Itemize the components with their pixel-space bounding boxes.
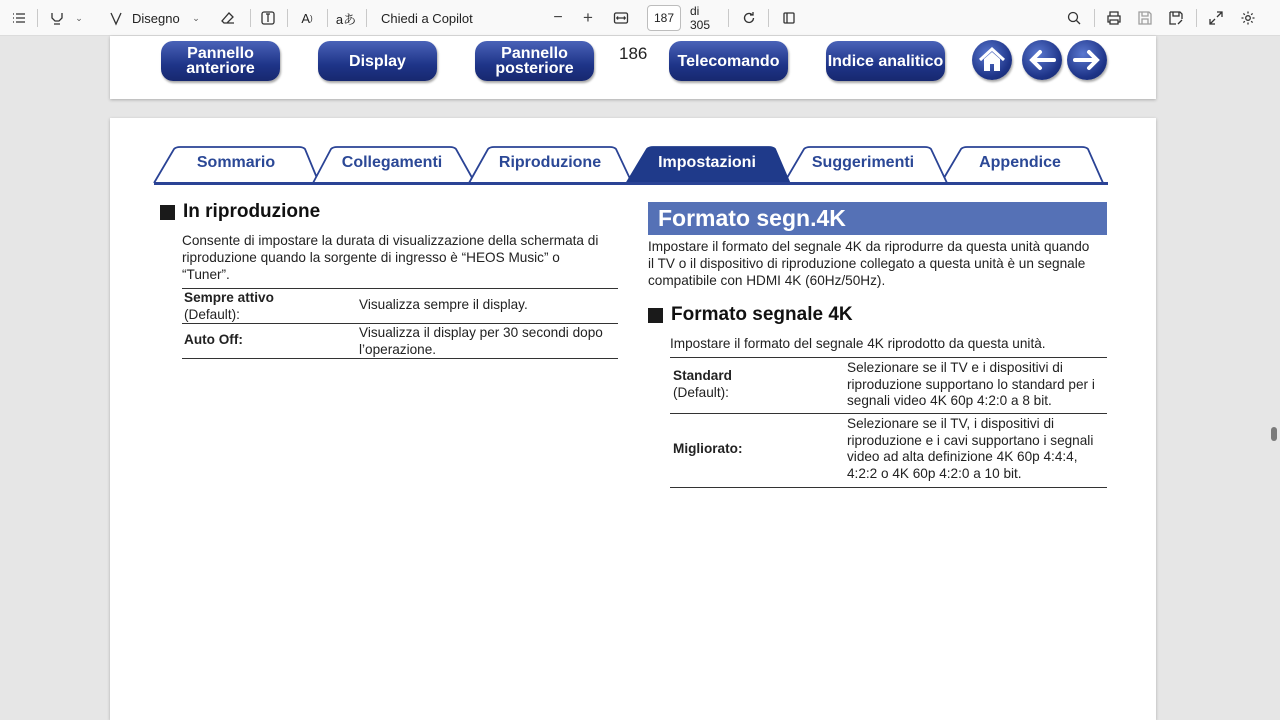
tab-impostazioni[interactable]: Impostazioni [658, 154, 756, 171]
highlight-icon[interactable] [46, 0, 68, 36]
remote-button[interactable]: Telecomando [669, 41, 788, 81]
tab-sommario[interactable]: Sommario [196, 154, 276, 171]
draw-label[interactable]: Disegno [132, 10, 180, 26]
fit-width-icon[interactable] [610, 0, 632, 36]
option-name-text: Standard [673, 368, 732, 383]
section-tabs [110, 118, 1156, 188]
bullet-square-icon [160, 205, 175, 220]
front-panel-line1: Pannello [187, 45, 254, 62]
heading-text: In riproduzione [183, 201, 321, 222]
option-sub-text: (Default): [673, 384, 729, 400]
page-number-input[interactable] [647, 5, 681, 31]
text-line: riproduzione supportano lo standard per i [847, 376, 1095, 392]
display-button[interactable]: Display [318, 41, 437, 81]
tabs-underline [154, 182, 1108, 185]
text-box-icon[interactable] [257, 0, 279, 36]
separator [37, 9, 38, 27]
option-name-text: Auto Off: [184, 332, 243, 347]
print-icon[interactable] [1103, 0, 1125, 36]
right-intro [648, 238, 1089, 289]
eraser-icon[interactable] [217, 0, 239, 36]
settings-gear-icon[interactable] [1237, 0, 1259, 36]
right-description: Impostare il formato del segnale 4K riprodotto da questa unità. [670, 336, 1046, 351]
page-total: di 305 [690, 4, 711, 32]
pdf-page-previous [110, 36, 1156, 99]
contents-icon[interactable] [8, 0, 30, 36]
text-line: riproduzione e i cavi supportano i segnali [847, 432, 1094, 448]
tab-suggerimenti[interactable]: Suggerimenti [811, 154, 915, 171]
option-sub-text: (Default): [184, 306, 240, 322]
table-rule [182, 323, 618, 324]
table-rule [182, 288, 618, 289]
save-icon[interactable] [1134, 0, 1156, 36]
text-line: riproduzione quando la sorgente di ingresso è “HEOS Music” o [182, 250, 560, 265]
text-line: Impostare il formato del segnale 4K da riprodurre da questa unità quando [648, 239, 1090, 254]
copilot-button[interactable]: Chiedi a Copilot [381, 10, 473, 26]
bullet-square-icon [648, 308, 663, 323]
table-rule [670, 487, 1107, 488]
option-name [184, 290, 274, 323]
chevron-down-icon[interactable]: ⌄ [75, 12, 83, 23]
text-line: segnali video 4K 60p 4:2:0 a 8 bit. [847, 393, 1052, 408]
left-description [182, 232, 598, 283]
chevron-down-icon[interactable]: ⌄ [192, 12, 200, 23]
table-rule [182, 358, 618, 359]
text-line: Consente di impostare la durata di visualizzazione della schermata di [182, 233, 599, 248]
option-name [184, 332, 243, 349]
text-line: compatibile con HDMI 4K (60Hz/50Hz). [648, 273, 886, 288]
section-title-band: Formato segn.4K [648, 202, 1107, 235]
index-button[interactable]: Indice analitico [826, 41, 945, 81]
arrow-left-icon[interactable] [1022, 40, 1062, 80]
zoom-out-icon[interactable]: − [553, 9, 563, 26]
separator [250, 9, 251, 27]
separator [366, 9, 367, 27]
rear-panel-line2: posteriore [495, 60, 574, 77]
rotate-icon[interactable] [738, 0, 760, 36]
option-name-text: Migliorato: [673, 441, 743, 456]
option-value [359, 325, 603, 358]
tab-collegamenti[interactable]: Collegamenti [341, 154, 443, 171]
option-value [847, 360, 1095, 410]
text-line: Selezionare se il TV, i dispositivi di [847, 416, 1055, 431]
table-rule [670, 413, 1107, 414]
heading-formato-segnale [648, 304, 853, 326]
text-line: l’operazione. [359, 341, 437, 357]
vertical-scrollbar-thumb[interactable] [1271, 427, 1277, 441]
option-name-text: Sempre attivo [184, 290, 274, 305]
option-name [673, 441, 742, 458]
separator [728, 9, 729, 27]
text-line: “Tuner”. [182, 267, 230, 282]
front-panel-line2: anteriore [186, 60, 255, 77]
translate-icon[interactable]: aあ [335, 11, 357, 27]
text-line: 4:2:2 o 4K 60p 4:2:0 a 10 bit. [847, 465, 1022, 481]
pdf-toolbar [0, 0, 1280, 36]
expand-icon[interactable] [1205, 0, 1227, 36]
page-view-icon[interactable] [778, 0, 800, 36]
search-icon[interactable] [1063, 0, 1085, 36]
text-line: Selezionare se il TV e i dispositivi di [847, 360, 1063, 375]
separator [768, 9, 769, 27]
arrow-right-icon[interactable] [1067, 40, 1107, 80]
separator [287, 9, 288, 27]
separator [1094, 9, 1095, 27]
text-line: Visualizza il display per 30 secondi dopo [359, 325, 603, 340]
read-aloud-icon[interactable]: A ) [301, 10, 313, 26]
separator [327, 9, 328, 27]
home-icon[interactable] [972, 40, 1012, 80]
heading-text: Formato segnale 4K [671, 304, 853, 325]
option-name [673, 368, 732, 401]
rear-panel-button[interactable] [475, 41, 594, 81]
front-panel-button[interactable] [161, 41, 280, 81]
pdf-page-current [110, 118, 1156, 720]
tab-appendice[interactable]: Appendice [979, 154, 1061, 171]
option-value [847, 416, 1093, 482]
text-line: il TV o il dispositivo di riproduzione collegato a questa unità è un segnale [648, 256, 1086, 271]
text-line: video ad alta definizione 4K 60p 4:4:4, [847, 449, 1078, 464]
page-number: 186 [619, 44, 648, 63]
tab-riproduzione[interactable]: Riproduzione [498, 154, 602, 171]
text-line: Visualizza sempre il display. [359, 297, 528, 312]
heading-in-riproduzione [160, 201, 320, 223]
zoom-in-icon[interactable]: + [583, 8, 593, 27]
table-rule [670, 357, 1107, 358]
separator [1196, 9, 1197, 27]
draw-icon[interactable] [105, 0, 127, 36]
save-as-icon[interactable] [1165, 0, 1187, 36]
rear-panel-line1: Pannello [501, 45, 568, 62]
option-value [359, 297, 528, 314]
